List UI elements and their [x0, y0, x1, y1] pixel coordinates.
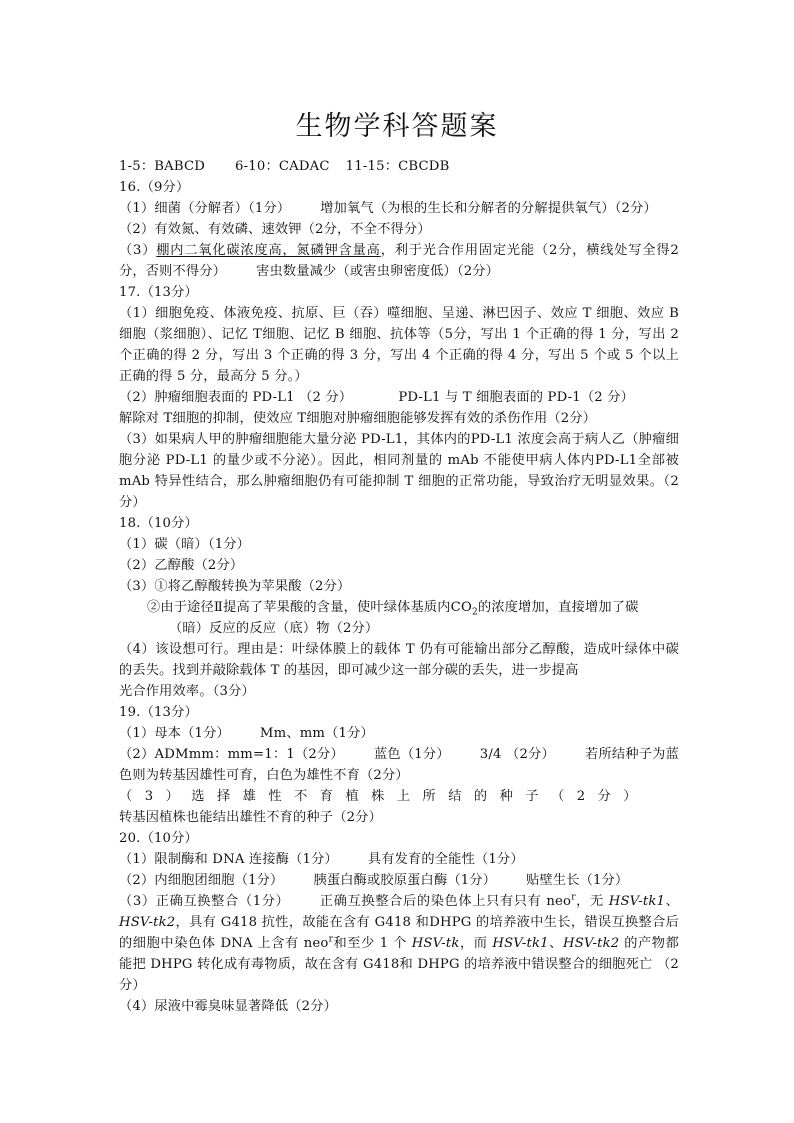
gene-hsv-tk2: HSV-tk2: [563, 936, 620, 951]
q19-part2: [119, 744, 679, 786]
q20-part2c: 贴壁生长（1分）: [526, 873, 629, 888]
q16-part3-underlined: 棚内二氧化碳浓度高，氮磷钾含量高: [156, 243, 381, 258]
q17-part2a: （2）肿瘤细胞表面的 PD-L1 （2 分）: [119, 390, 353, 405]
q20-part3d: ，具有 G418 抗性，故能在含有 G418 和DHPG 的培养液中生长，错误互换整合后的细胞中染色体 DNA 上含有 neo: [119, 915, 679, 951]
q19-part2c: 3/4 （2分）: [479, 747, 555, 762]
q16-part2: （2）有效氮、有效磷、速效钾（2分，不全不得分）: [119, 222, 431, 237]
answer-body: [119, 156, 679, 1017]
gene-hsv-tk1: HSV-tk1: [608, 894, 666, 909]
q16-part1: [119, 198, 679, 219]
gene-hsv-tk2: HSV-tk2: [119, 915, 176, 930]
co2-subscript: 2: [472, 607, 478, 618]
q17-part2-cont: 解除对 T细胞的抑制，使效应 T细胞对肿瘤细胞能够发挥有效的杀伤作用（2分）: [119, 411, 597, 426]
q16-part3-rest: ，利于光合作用固定光能（2分，横线处写全得2分，否则不得分）: [119, 243, 679, 279]
q20-part3: [119, 891, 679, 996]
q18-part4: （4）该设想可行。理由是：叶绿体膜上的载体 T 仍有可能输出部分乙醇酸，造成叶绿体中碳的丢失。找到并敲除载体 T 的基因，即可减少这一部分碳的丢失，进一步提高: [119, 642, 679, 678]
q20-part3g: 的产物都能把 DHPG 转化成有毒物质，故在含有 G418和 DHPG 的培养液中错误整合的细胞死亡 （2分）: [119, 936, 680, 993]
q19-part2b: 蓝色（1分）: [373, 747, 450, 762]
q17-part2b: PD-L1 与 T 细胞表面的 PD-1（2 分）: [398, 390, 634, 405]
mcq-1-5: 1-5：BABCD: [119, 159, 206, 174]
neo-superscript: r: [328, 934, 334, 945]
q19-part3b: 转基因植株也能结出雄性不育的种子（2分）: [119, 810, 382, 825]
q19-part1: [119, 723, 679, 744]
q20-part2: [119, 870, 679, 891]
q20-part3b: 正确互换整合后的染色体上只有只有 neo: [319, 894, 572, 909]
gene-hsv-tk: HSV-tk: [411, 936, 460, 951]
q20-part3f: ，而: [459, 936, 493, 951]
q17-part1: （1）细胞免疫、体液免疫、抗原、巨（吞）噬细胞、呈递、淋巴因子、效应 T 细胞、效应 B 细胞（浆细胞）、记忆 T细胞、记忆 B 细胞、抗体等（5分，写出 1 个正确的得 1 分，写出 2 个正确的得 2 分，写出 3 个正确的得 3 分，写出 4 个正确的得 4 分，写出 5 个或 5 个以上正确的得 5 分，最高分 5 分。）: [119, 306, 679, 384]
q19-part2d: 若所结种子为蓝色则为转基因雄性可育，白色为雄性不育（2分）: [119, 747, 680, 783]
q20-part2b: 胰蛋白酶或胶原蛋白酶（1分）: [313, 873, 497, 888]
q16-part1a: （1）细菌（分解者）（1分）: [119, 201, 291, 216]
q18-part2: （2）乙醇酸（2分）: [119, 558, 244, 573]
q20-part1: [119, 849, 679, 870]
q19-part1b: Mm、mm（1分）: [259, 726, 374, 741]
q19-heading: 19.（13分）: [119, 705, 198, 720]
q19-part3: [119, 786, 679, 828]
q20-part4: （4）尿液中霉臭味显著降低（2分）: [119, 999, 337, 1014]
q17-part3: （3）如果病人甲的肿瘤细胞能大量分泌 PD-L1，其体内的PD-L1 浓度会高于病人乙（肿瘤细胞分泌 PD-L1 的量少或不分泌）。因此，相同剂量的 mAb 不能使甲病人体内PD-L1全部被 mAb 特异性结合，那么肿瘤细胞仍有可能抑制 T 细胞的正常功能，导致治疗无明显效果。（2分）: [119, 432, 679, 510]
neo-superscript: r: [571, 892, 576, 903]
q20-part1b: 具有发育的全能性（1分）: [367, 852, 524, 867]
q20-part3a: （3）正确互换整合（1分）: [119, 894, 290, 909]
q20-heading: 20.（10分）: [119, 831, 198, 846]
q16-part3: [119, 240, 679, 282]
q20-part2a: （2）内细胞团细胞（1分）: [119, 873, 284, 888]
mcq-6-10: 6-10：CADAC: [235, 159, 330, 174]
q18-part3-2: [119, 597, 679, 618]
q19-part3a: （3）选择雄性不育植株上所结的种子（2分）: [119, 789, 649, 804]
q16-part3-num: （3）: [119, 243, 157, 258]
q16-part3-second: 害虫数量减少（或害虫卵密度低）（2分）: [256, 264, 500, 279]
q18-part4-cont: 光合作用效率。（3分）: [119, 684, 255, 699]
mcq-11-15: 11-15：CBCDB: [345, 159, 450, 174]
q18-part3-2a: ②由于途径Ⅱ提高了苹果酸的含量，使叶绿体基质内CO: [147, 600, 472, 615]
q20-part1a: （1）限制酶和 DNA 连接酶（1分）: [119, 852, 338, 867]
q18-heading: 18.（10分）: [119, 516, 198, 531]
q17-heading: 17.（13分）: [119, 285, 198, 300]
q17-part2: [119, 387, 679, 408]
q18-part3-2-cont: （暗）反应的反应（底）物（2分）: [169, 621, 379, 636]
page-title: 生物学科答题案: [295, 111, 499, 142]
q20-part3e: 和至少 1 个: [333, 936, 412, 951]
q19-part2a: （2）ADMmm：mm=1：1（2分）: [119, 747, 344, 762]
gene-hsv-tk1: HSV-tk1: [492, 936, 549, 951]
q18-part3: （3）①将乙醇酸转换为苹果酸（2分）: [119, 579, 351, 594]
q20-part3c: ，无: [575, 894, 609, 909]
q18-part1: （1）碳（暗）（1分）: [119, 537, 251, 552]
separator: 、: [548, 936, 563, 951]
q16-part1b: 增加氧气（为根的生长和分解者的分解提供氧气）（2分）: [320, 201, 657, 216]
q18-part3-2b: 的浓度增加，直接增加了碳: [477, 600, 639, 615]
mcq-answers: [119, 156, 679, 177]
separator: 、: [665, 894, 679, 909]
q16-heading: 16.（9分）: [119, 180, 190, 195]
q19-part1a: （1）母本（1分）: [119, 726, 230, 741]
